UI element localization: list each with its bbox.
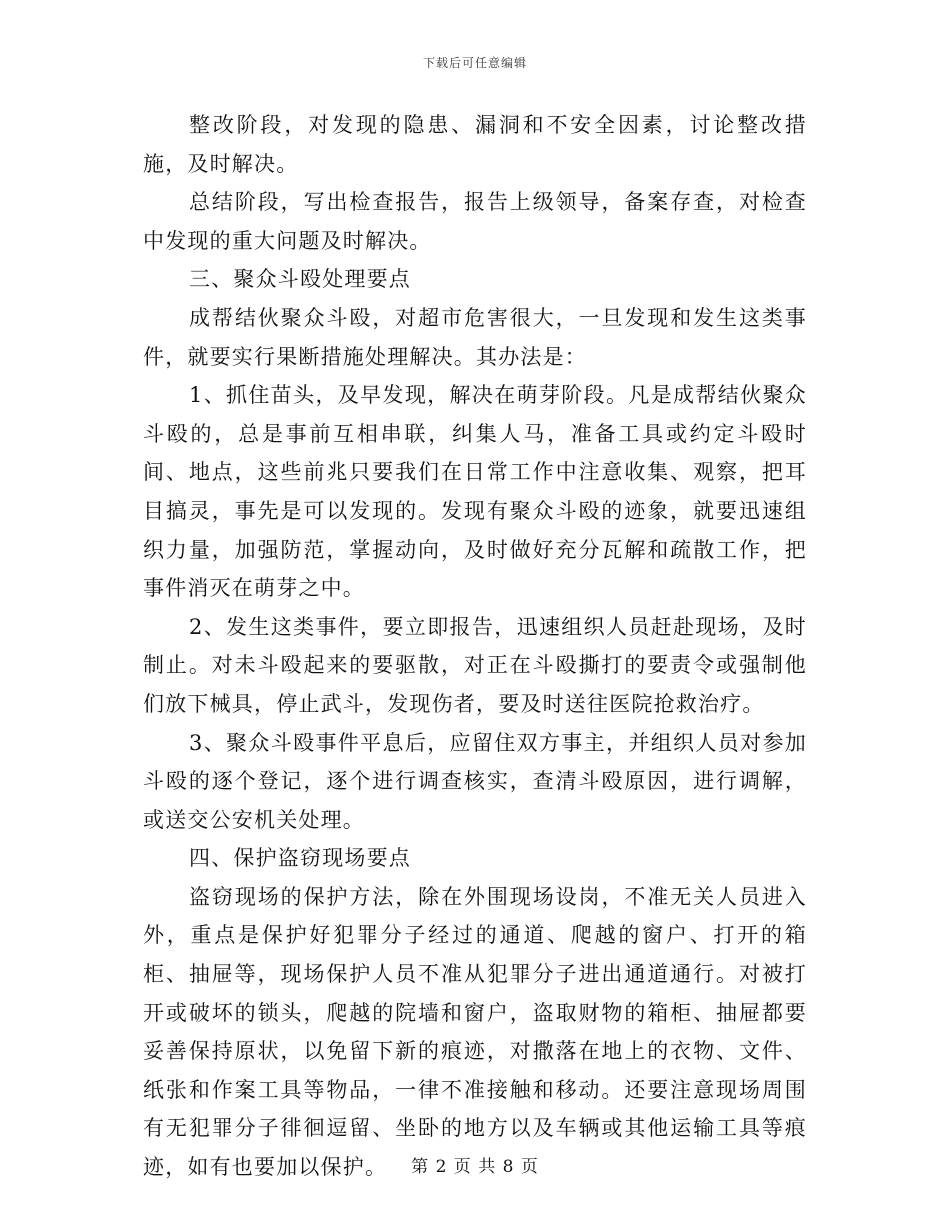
paragraph-brawl-point-2: 2、发生这类事件，要立即报告，迅速组织人员赶赴现场，及时制止。对未斗殴起来的要驱散，对正在斗殴撕打的要责令或强制他们放下械具，停止武斗，发现伤者，要及时送往医院抢救治疗。	[143, 614, 807, 716]
document-body	[143, 106, 807, 1187]
page-number-footer: 第 2 页 共 8 页	[411, 1157, 539, 1177]
section-heading-theft-scene: 四、保护盗窃现场要点	[189, 846, 411, 871]
section-heading-brawl-handling: 三、聚众斗殴处理要点	[189, 267, 411, 292]
page-header-note: 下载后可任意编辑	[422, 56, 527, 70]
paragraph-summary-stage: 总结阶段，写出检查报告，报告上级领导，备案存查，对检查中发现的重大问题及时解决。	[143, 190, 807, 253]
paragraph-rectification-stage: 整改阶段，对发现的隐患、漏洞和不安全因素，讨论整改措施，及时解决。	[143, 113, 807, 176]
paragraph-theft-scene-protection: 盗窃现场的保护方法，除在外围现场设岗，不准无关人员进入外，重点是保护好犯罪分子经过的通道、爬越的窗户、打开的箱柜、抽屉等，现场保护人员不准从犯罪分子进出通道通行。对被打开或破坏的锁头，爬越的院墙和窗户，盗取财物的箱柜、抽屉都要妥善保持原状，以免留下新的痕迹，对撒落在地上的衣物、文件、纸张和作案工具等物品，一律不准接触和移动。还要注意现场周围有无犯罪分子徘徊逗留、坐卧的地方以及车辆或其他运输工具等痕迹，如有也要加以保护。	[143, 884, 807, 1180]
paragraph-brawl-point-3: 3、聚众斗殴事件平息后，应留住双方事主，并组织人员对参加斗殴的逐个登记，逐个进行调查核实，查清斗殴原因，进行调解，或送交公安机关处理。	[143, 730, 807, 832]
paragraph-brawl-point-1: 1、抓住苗头，及早发现，解决在萌芽阶段。凡是成帮结伙聚众斗殴的，总是事前互相串联，纠集人马，准备工具或约定斗殴时间、地点，这些前兆只要我们在日常工作中注意收集、观察，把耳目搞灵，事先是可以发现的。发现有聚众斗殴的迹象，就要迅速组织力量，加强防范，掌握动向，及时做好充分瓦解和疏散工作，把事件消灭在萌芽之中。	[143, 383, 807, 601]
paragraph-brawl-intro: 成帮结伙聚众斗殴，对超市危害很大，一旦发现和发生这类事件，就要实行果断措施处理解决。其办法是：	[143, 305, 807, 369]
